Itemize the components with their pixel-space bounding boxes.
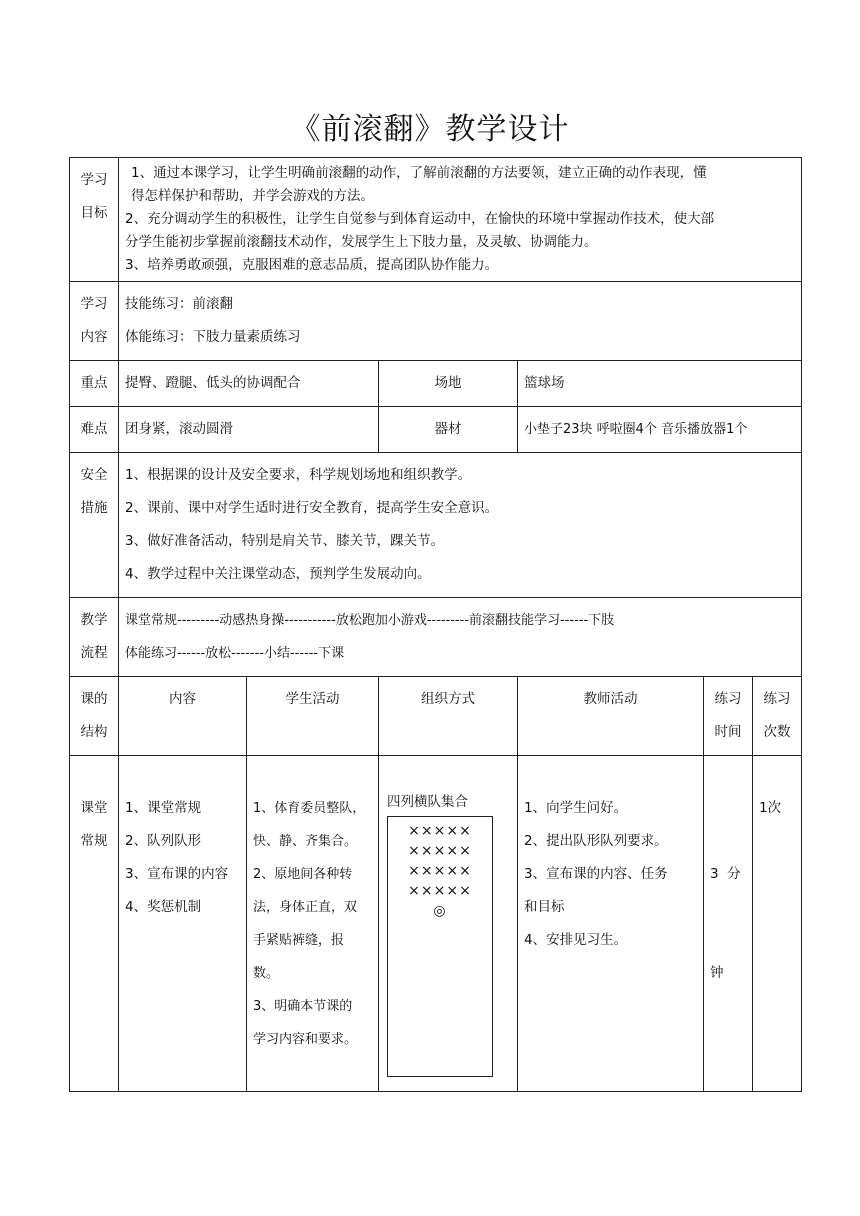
difficulty-value: 团身紧，滚动圆滑 — [119, 407, 379, 453]
routine-row — [70, 756, 802, 1092]
safety-text: 1、根据课的设计及安全要求，科学规划场地和组织教学。 2、课前、课中对学生适时进行安全教育，提高学生安全意识。 3、做好准备活动，特别是肩关节、膝关节，踝关节。 4、教学过程中关注课堂动态，预判学生发展动向。 — [119, 453, 802, 598]
content-text: 技能练习：前滚翻 体能练习：下肢力量素质练习 — [119, 282, 802, 361]
routine-student-activity: 1、体育委员整队， 快、静、齐集合。 2、原地间各种转 法，身体正直，双 手紧贴裤缝，报 数。 3、明确本节课的 学习内容和要求。 — [247, 756, 379, 1092]
header-student: 学生活动 — [247, 677, 379, 756]
header-organization: 组织方式 — [379, 677, 518, 756]
flow-label: 教学 流程 — [70, 598, 119, 677]
header-time: 练习 时间 — [704, 677, 753, 756]
routine-count: 1次 — [753, 756, 802, 1092]
routine-label: 课堂 常规 — [70, 756, 119, 1092]
routine-time: 3 分 钟 — [704, 756, 753, 1092]
safety-row — [70, 453, 802, 598]
content-row — [70, 282, 802, 361]
safety-label: 安全 措施 — [70, 453, 119, 598]
keypoint-value: 提臀、蹬腿、低头的协调配合 — [119, 361, 379, 407]
formation-row: ××××× — [408, 843, 472, 859]
formation-diagram — [387, 816, 493, 1077]
formation-row: ××××× — [408, 863, 472, 879]
objectives-label: 学习 目标 — [70, 158, 119, 282]
routine-content: 1、课堂常规 2、队列队形 3、宣布课的内容 4、奖惩机制 — [119, 756, 247, 1092]
difficulty-label: 难点 — [70, 407, 119, 453]
organization-label: 四列横队集合 — [387, 794, 468, 810]
page-title: 《前滚翻》教学设计 — [290, 112, 570, 147]
header-teacher: 教师活动 — [518, 677, 704, 756]
equipment-label: 器材 — [379, 407, 518, 453]
header-content: 内容 — [119, 677, 247, 756]
routine-teacher-activity: 1、向学生问好。 2、提出队形队列要求。 3、宣布课的内容、任务 和目标 4、安排见习生。 — [518, 756, 704, 1092]
routine-organization — [379, 756, 518, 1092]
formation-row: ××××× — [408, 823, 472, 839]
teacher-position-icon: ◎ — [433, 903, 447, 919]
header-structure: 课的 结构 — [70, 677, 119, 756]
flow-text: 课堂常规---------动感热身操-----------放松跑加小游戏---------前滚翻技能学习------下肢 体能练习------放松-------小结------下课 — [119, 598, 802, 677]
header-count: 练习 次数 — [753, 677, 802, 756]
difficulty-row — [70, 407, 802, 453]
keypoint-row — [70, 361, 802, 407]
formation-row: ××××× — [408, 883, 472, 899]
lesson-plan-table — [69, 157, 802, 1092]
venue-value: 篮球场 — [518, 361, 802, 407]
objectives-text: 1、通过本课学习，让学生明确前滚翻的动作，了解前滚翻的方法要领，建立正确的动作表现，懂 得怎样保护和帮助，并学会游戏的方法。 2、充分调动学生的积极性，让学生自觉参与到体育运动中，在愉快的环境中掌握动作技术，使大部 分学生能初步掌握前滚翻技术动作，发展学生上下肢力量，及灵敏、协调能力。 3、培养勇敢顽强，克服困难的意志品质，提高团队协作能力。 — [119, 158, 802, 282]
header-row — [70, 677, 802, 756]
equipment-value: 小垫子23块 呼啦圈4个 音乐播放器1个 — [518, 407, 802, 453]
flow-row — [70, 598, 802, 677]
content-label: 学习 内容 — [70, 282, 119, 361]
objectives-row — [70, 158, 802, 282]
venue-label: 场地 — [379, 361, 518, 407]
keypoint-label: 重点 — [70, 361, 119, 407]
